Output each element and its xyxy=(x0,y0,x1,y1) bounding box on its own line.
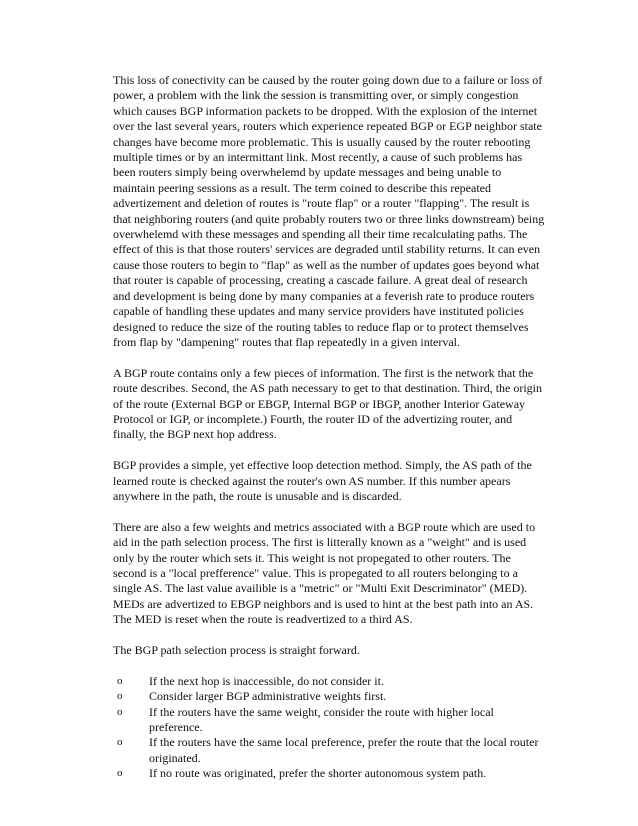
list-item xyxy=(113,705,561,736)
list-item-text: If no route was originated, prefer the shorter autonomous system path. xyxy=(149,766,487,781)
selection-criteria-list xyxy=(113,674,561,782)
text-line: single AS. The last value availible is a "metric" or "Multi Exit Descriminator" (MED). xyxy=(113,581,528,596)
text-line: overwhelemd with these messages and spending all their time recalculating paths. The xyxy=(113,227,528,242)
text-line: changes have become more problematic. This is usually caused by the router rebooting xyxy=(113,134,531,149)
bullet-marker: o xyxy=(117,674,123,687)
text-line: that router is capable of processing, creating a cascade failure. A great deal of research xyxy=(113,273,528,288)
text-line: There are also a few weights and metrics associated with a BGP route which are used to xyxy=(113,519,536,534)
text-line: The BGP path selection process is straight forward. xyxy=(113,642,360,657)
text-line: and development is being done by many companies at a feverish rate to produce routers xyxy=(113,288,535,303)
text-line: from flap by "dampening" routes that flap repeatedly in a given interval. xyxy=(113,334,461,349)
list-item-text: originated. xyxy=(149,750,201,765)
list-item-text: If the next hop is inaccessible, do not consider it. xyxy=(149,673,384,688)
text-line: multiple times or by an intermittant link. Most recently, a cause of such problems has xyxy=(113,150,523,165)
paragraph xyxy=(113,366,561,443)
text-line: which causes BGP information packets to be dropped. With the explosion of the internet xyxy=(113,103,538,118)
text-line: effect of this is that those routers' services are degraded until stability returns. It can even xyxy=(113,242,541,257)
bullet-marker: o xyxy=(117,736,123,749)
text-line: anywhere in the path, the route is unusable and is discarded. xyxy=(113,488,402,503)
bullet-marker: o xyxy=(117,767,123,780)
text-line: advertizement and deletion of routes is "route flap" or a router "flapping". The result is xyxy=(113,196,530,211)
list-item-text: If the routers have the same local preference, prefer the route that the local router xyxy=(149,735,539,750)
page-body xyxy=(113,73,561,782)
text-line: The MED is reset when the route is readvertized to a third AS. xyxy=(113,612,413,627)
bullet-marker: o xyxy=(117,705,123,718)
list-item-text: preference. xyxy=(149,719,203,734)
text-line: aid in the path selection process. The first is litterally known as a "weight" and is used xyxy=(113,535,527,550)
text-line: power, a problem with the link the session is transmitting over, or simply congestion xyxy=(113,88,519,103)
list-item-text: Consider larger BGP administrative weights first. xyxy=(149,689,387,704)
text-line: of the route (External BGP or EBGP, Internal BGP or IBGP, another Interior Gateway xyxy=(113,396,526,411)
text-line: second is a "local prefference" value. This is propegated to all routers belonging to a xyxy=(113,565,518,580)
text-line: This loss of conectivity can be caused by the router going down due to a failure or loss of xyxy=(113,73,543,87)
list-item-text: If the routers have the same weight, consider the route with higher local xyxy=(149,704,494,719)
text-line: route describes. Second, the AS path necessary to get to that destination. Third, the origin xyxy=(113,381,543,396)
text-line: MEDs are advertized to EBGP neighbors and is used to hint at the best path into an AS. xyxy=(113,596,534,611)
text-line: cause those routers to begin to "flap" as well as the number of updates goes beyond what xyxy=(113,257,540,272)
text-line: over the last several years, routers which experience repeated BGP or EGP neighbor state xyxy=(113,119,542,134)
paragraph xyxy=(113,520,561,628)
paragraph xyxy=(113,643,561,658)
text-line: been routers simply being overwhelemd by update messages and being unable to xyxy=(113,165,502,180)
text-line: designed to reduce the size of the routing tables to reduce flap or to protect themselves xyxy=(113,319,529,334)
text-line: A BGP route contains only a few pieces of information. The first is the network that the xyxy=(113,365,534,380)
paragraph xyxy=(113,458,561,504)
text-line: capable of handling these updates and many service providers have instituted policies xyxy=(113,304,524,319)
text-line: maintain peering sessions as a result. The term coined to describe this repeated xyxy=(113,180,491,195)
paragraph xyxy=(113,73,561,350)
text-line: only by the router which sets it. This weight is not propegated to other routers. The xyxy=(113,550,511,565)
list-item xyxy=(113,766,561,781)
bullet-marker: o xyxy=(117,690,123,703)
text-line: Protocol or IGP, or incomplete.) Fourth, the router ID of the advertizing router, and xyxy=(113,411,513,426)
text-line: that neighboring routers (and quite probably routers two or three links downstream) being xyxy=(113,211,545,226)
text-line: finally, the BGP next hop address. xyxy=(113,427,277,442)
paragraphs xyxy=(113,73,561,658)
list-item xyxy=(113,689,561,704)
list-item xyxy=(113,674,561,689)
list-item xyxy=(113,735,561,766)
text-line: learned route is checked against the router's own AS number. If this number apears xyxy=(113,473,511,488)
text-line: BGP provides a simple, yet effective loop detection method. Simply, the AS path of the xyxy=(113,458,532,473)
